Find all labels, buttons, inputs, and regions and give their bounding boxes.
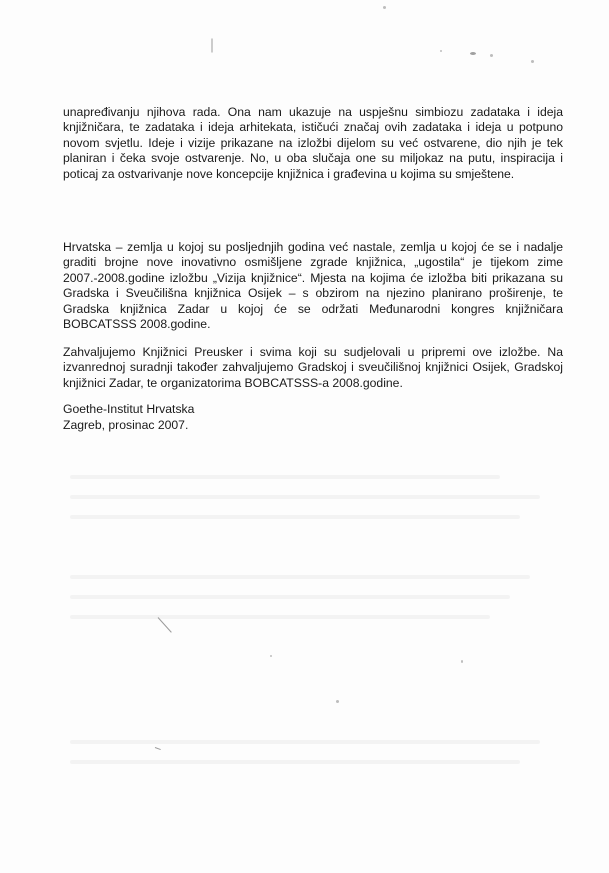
bleed-through-line xyxy=(70,595,510,599)
body-paragraph: Zahvaljujemo Knjižnici Preusker i svima koji su sudjelovali u pripremi ove izložbe. Na izvanrednoj suradnji također zahvaljujemo Gradskoj i sveučilišnoj knjižnici Osijek, Gradskoj knjižnici Zadar, te organizatorima BOBCATSSS-a 2008.godine. xyxy=(63,345,563,390)
signature-institution: Goethe-Institut Hrvatska xyxy=(63,402,195,416)
signature-place-date: Zagreb, prosinac 2007. xyxy=(63,418,189,432)
bleed-through-line xyxy=(70,495,540,499)
bleed-through-line xyxy=(70,515,520,519)
bleed-through-line xyxy=(70,740,540,744)
scan-speck xyxy=(461,660,463,663)
scan-speck xyxy=(531,60,534,63)
scan-mark xyxy=(158,617,172,633)
scan-speck xyxy=(336,700,339,703)
bleed-through-line xyxy=(70,575,530,579)
scan-speck xyxy=(490,54,493,57)
scan-speck xyxy=(440,50,442,52)
scan-speck xyxy=(470,52,476,55)
bleed-through-line xyxy=(70,760,520,764)
bleed-through-line xyxy=(70,475,500,479)
scan-speck xyxy=(270,655,272,657)
bleed-through-line xyxy=(70,615,490,619)
body-paragraph: unapređivanju njihova rada. Ona nam ukazuje na uspješnu simbiozu zadataka i ideja knjižničara, te zadataka i ideja arhitekata, ističući značaj ovih zadataka i ideja u potpuno novom svjetlu. Ideje i vizije prikazane na izložbi dijelom su već ostvarene, dio njih je tek planiran i čeka svoje ostvarenje. No, u oba slučaja one su miljokaz na putu, inspiracija i poticaj za ostvarivanje nove koncepcije knjižnica i građevina u kojima su smještene. xyxy=(63,105,563,181)
scan-speck xyxy=(383,6,386,9)
scan-mark xyxy=(212,39,213,53)
scan-mark xyxy=(155,747,161,750)
body-paragraph: Hrvatska – zemlja u kojoj su posljednjih godina već nastale, zemlja u kojoj će se i nadalje graditi brojne nove inovativno osmišljene zgrade knjižnica, „ugostila“ je tijekom zime 2007.-2008.godine izložbu „Vizija knjižnice“. Mjesta na kojima će izložba biti prikazana su Gradska i Sveučilišna knjižnica Osijek – s obzirom na njezino planirano proširenje, te Gradska knjižnica Zadar u kojoj će se održati Međunarodni kongres knjižničara BOBCATSSS 2008.godine. xyxy=(63,240,563,332)
